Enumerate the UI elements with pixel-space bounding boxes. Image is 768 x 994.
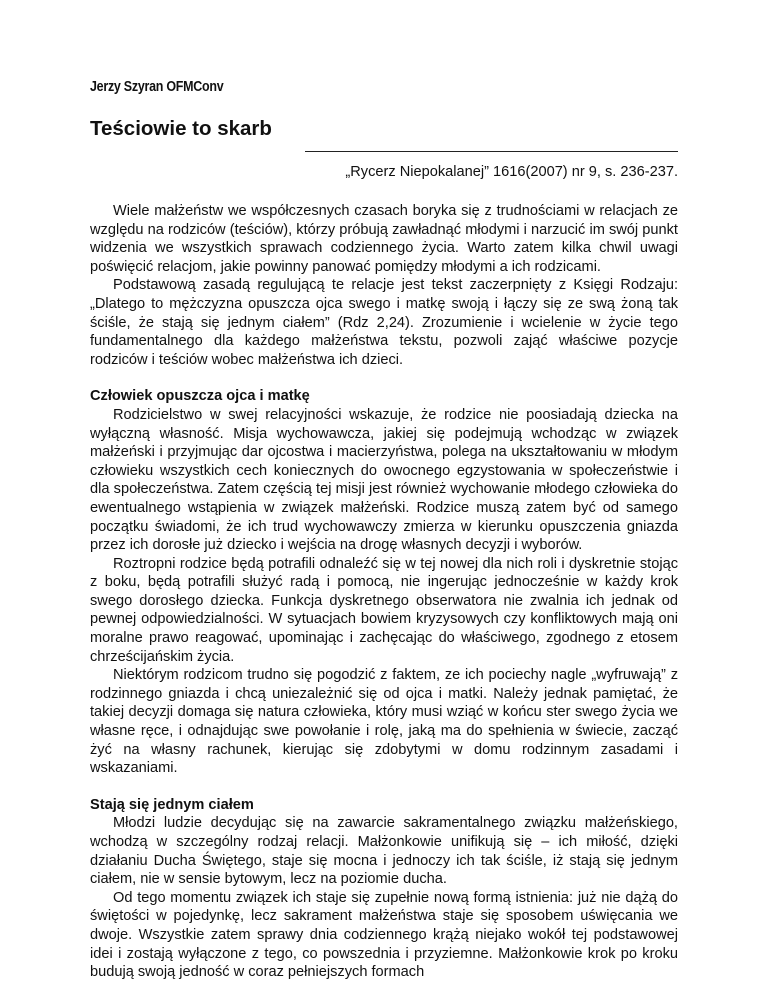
section-heading-1: Człowiek opuszcza ojca i matkę [90,388,310,405]
title-rule [305,151,678,152]
section1-paragraph-2: Roztropni rodzice będą potrafili odnaleźć się w tej nowej dla nich roli i dyskretnie stojąc z boku, będą potrafili służyć radą i pomocą, nie ingerując jednocześnie w każdy krok swego dorosłego dziecka. Funkcja dyskretnego obserwatora nie zwalnia ich jednak od pewnej odpowiedzialności. W sytuacjach bowiem kryzysowych czy konfliktowych mają oni moralne prawo reagować, upominając i zachęcając do właściwego, zgodnego z etosem chrześcijańskim życia. [90,555,678,665]
intro-paragraph-1: Wiele małżeństw we współczesnych czasach boryka się z trudnościami w relacjach ze względu na rodziców (teściów), którzy próbują zawładnąć młodymi i narzucić im swój punkt widzenia we wszystkich sprawach codziennego życia. Warto zatem kilka chwil uwagi poświęcić relacjom, jakie powinny panować pomiędzy młodymi a ich rodzicami. [90,203,678,275]
intro-paragraph-2: Podstawową zasadą regulującą te relacje jest tekst zaczerpnięty z Księgi Rodzaju: „Dlatego to mężczyzna opuszcza ojca swego i matkę swoją i łączy się ze swą żoną tak ściśle, że stają się jednym ciałem” (Rdz 2,24). Zrozumienie i wcielenie w życie tego fundamentalnego dla każdego małżeństwa tekstu, pozwoli zająć właściwe pozycje rodziców i teściów wobec małżeństwa ich dzieci. [90,277,678,368]
section1-paragraph-3: Niektórym rodzicom trudno się pogodzić z faktem, ze ich pociechy nagle „wyfruwają” z rodzinnego gniazda i chcą uniezależnić się od ojca i matki. Należy jednak pamiętać, że takiej decyzji domaga się natura człowieka, który musi wziąć w końcu ster swego życia we własne ręce, i odnajdując swe powołanie i rolę, jaką ma do spełnienia w świecie, zacząć żyć na własny rachunek, kierując się zdobytymi w domu rodzinnym zasadami i wskazaniami. [90,667,678,777]
source-citation: „Rycerz Niepokalanej” 1616(2007) nr 9, s. 236-237. [345,164,678,180]
section-heading-2: Stają się jednym ciałem [90,796,254,813]
section2-paragraph-2: Od tego momentu związek ich staje się zupełnie nową formą istnienia: już nie dążą do świętości w pojedynkę, lecz sakrament małżeństwa staje się sposobem uświęcania we dwoje. Wszystkie zatem sprawy dnia codziennego krążą niejako wokół tej podstawowej idei i zostają wyłączone z tego, co powszednia i przyziemne. Małżonkowie krok po kroku budują swoją jedność w coraz pełniejszych formach [90,889,678,981]
section1-paragraph-1: Rodzicielstwo w swej relacyjności wskazuje, że rodzice nie poosiadają dziecka na wyłączną własność. Misja wychowawcza, jakiej się podejmują wchodząc w związek małżeński i przyjmując dar ojcostwa i macierzyństwa, polega na ukształtowaniu w młodym człowieku wszystkich cech koniecznych do owocnego egzystowania w społeczeństwie i dla społeczeństwa. Zatem częścią tej misji jest również wychowanie młodego człowieka do ewentualnego wstąpienia w związek małżeński. Rodzice muszą zatem być od samego początku świadomi, że ich trud wychowawczy zmierza w kierunku opuszczenia gniazda przez ich dorosłe już dziecko i wejścia na drogę własnych decyzji i wyborów. [90,406,678,554]
author-name: Jerzy Szyran OFMConv [90,79,224,95]
section2-paragraph-1: Młodzi ludzie decydując się na zawarcie sakramentalnego związku małżeńskiego, wchodzą w szczególny rodzaj relacji. Małżonkowie unifikują się – ich miłość, dzięki działaniu Ducha Świętego, staje się mocna i jednoczy ich tak ściśle, iż stają się jednym ciałem, nie w sensie bytowym, lecz na poziomie ducha. [90,815,678,888]
article-title: Teściowie to skarb [90,117,272,140]
